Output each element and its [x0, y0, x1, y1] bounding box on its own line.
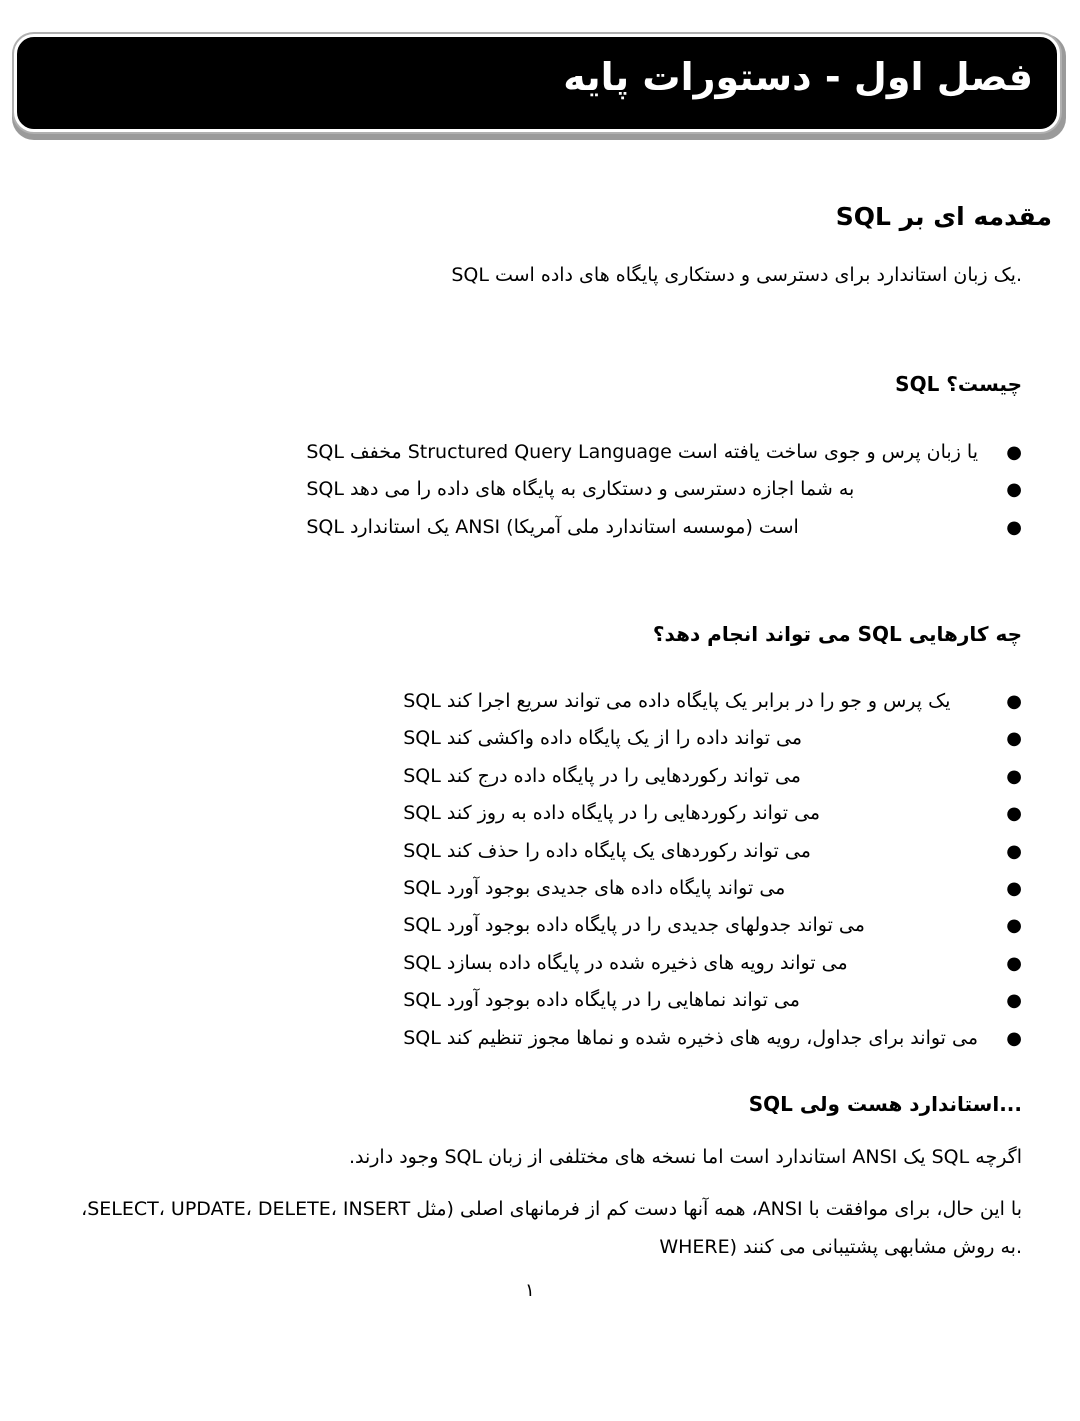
- intro-heading: مقدمه ای بر SQL: [835, 202, 1052, 231]
- list-item: ● SQL می تواند برای جداول، رویه های ذخیره شده و نماها مجوز تنظیم کند: [403, 1020, 1022, 1057]
- bullet-icon: ●: [1006, 803, 1022, 825]
- bullet-icon: ●: [1006, 691, 1022, 712]
- bullet-icon: ●: [1006, 952, 1022, 974]
- capabilities-heading: چه کارهایی SQL می تواند انجام دهد؟: [652, 622, 1022, 646]
- list-item: ● SQL مخفف Structured Query Language یا زبان پرس و جوی ساخت یافته است: [306, 434, 1022, 471]
- bullet-icon: ●: [1006, 516, 1022, 538]
- bullet-icon: ●: [1006, 840, 1022, 862]
- list-item: ● SQL می تواند رویه های ذخیره شده در پایگاه داده بسازد: [403, 945, 1022, 982]
- list-item: ● SQL به شما اجازه دسترسی و دستکاری به پایگاه های داده را می دهد: [306, 471, 1022, 508]
- bullet-icon: ●: [1006, 765, 1022, 787]
- what-is-list: [306, 434, 1022, 546]
- standard-heading: SQL استاندارد هست ولی...: [748, 1092, 1022, 1116]
- capabilities-list: [403, 683, 1022, 1057]
- bullet-icon: ●: [1006, 1027, 1022, 1049]
- bullet-icon: ●: [1006, 479, 1022, 501]
- standard-paragraph-1: اگرچه SQL یک ANSI استاندارد است اما نسخه های مختلفی از زبان SQL وجود دارند.: [348, 1146, 1022, 1168]
- bullet-icon: ●: [1006, 990, 1022, 1012]
- list-item: ● SQL می تواند رکوردهای یک پایگاه داده را حذف کند: [403, 833, 1022, 870]
- list-item: ● SQL می تواند پایگاه داده های جدیدی بوجود آورد: [403, 870, 1022, 907]
- list-item: ● SQL می تواند رکوردهایی را در پایگاه داده به روز کند: [403, 795, 1022, 832]
- list-item: ● SQL می تواند داده را از یک پایگاه داده واکشی کند: [403, 720, 1022, 757]
- list-item: ● SQL می تواند نماهایی را در پایگاه داده بوجود آورد: [403, 982, 1022, 1019]
- chapter-title: فصل اول - دستورات پایه: [563, 55, 1033, 99]
- what-is-heading: SQL چیست؟: [895, 372, 1022, 396]
- bullet-icon: ●: [1006, 442, 1022, 463]
- bullet-icon: ●: [1006, 877, 1022, 899]
- list-item: ● SQL یک پرس و جو را در برابر یک پایگاه داده می تواند سریع اجرا کند: [403, 683, 1022, 720]
- standard-paragraph-2-line-2: WHERE) به روش مشابهی پشتیبانی می کنند.: [659, 1236, 1022, 1258]
- bullet-icon: ●: [1006, 915, 1022, 937]
- bullet-icon: ●: [1006, 728, 1022, 750]
- page-number: ۱: [525, 1280, 535, 1301]
- list-item: ● SQL می تواند رکوردهایی را در پایگاه داده درج کند: [403, 758, 1022, 795]
- standard-paragraph-2-line-1: با این حال، برای موافقت با ANSI، همه آنها دست کم از فرمانهای اصلی (مثل SELECT، UPDATE، DELETE، INSERT،: [81, 1198, 1022, 1220]
- list-item: ● SQL یک استاندارد ANSI (موسسه استاندارد ملی آمریکا) است: [306, 509, 1022, 546]
- chapter-banner: [14, 34, 1060, 132]
- intro-text: SQL یک زبان استاندارد برای دسترسی و دستکاری پایگاه های داده است.: [451, 264, 1022, 286]
- list-item: ● SQL می تواند جدولهای جدیدی را در پایگاه داده بوجود آورد: [403, 907, 1022, 944]
